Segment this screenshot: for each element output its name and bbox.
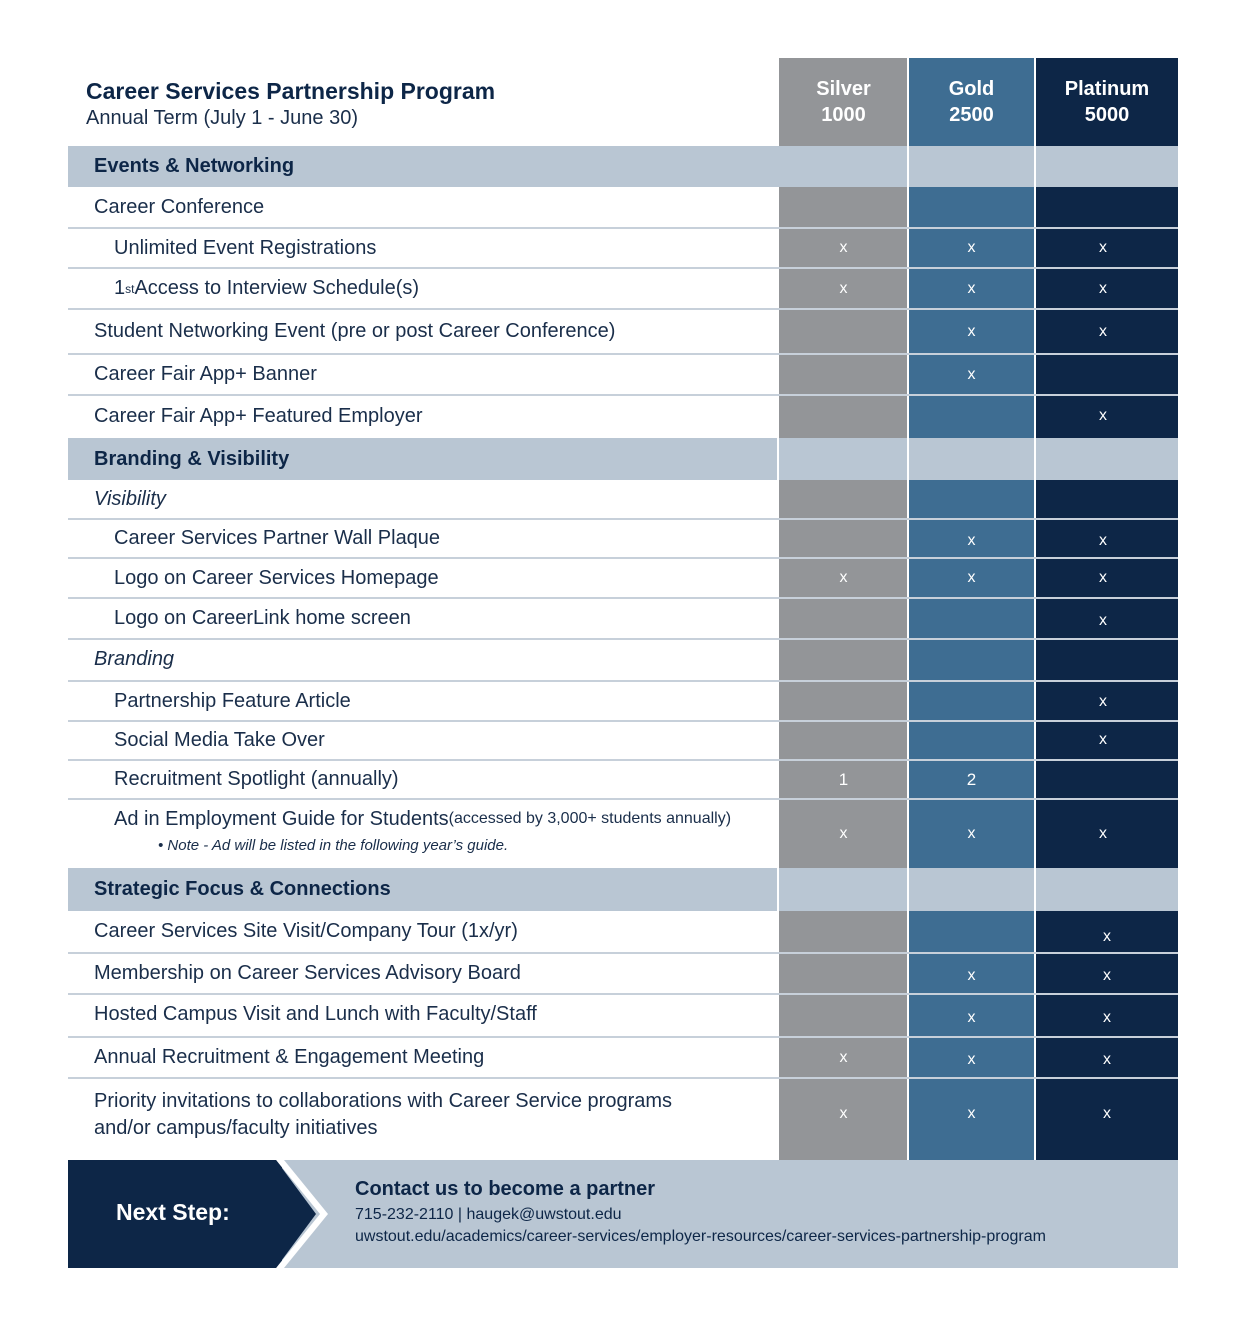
- row-label: and/or campus/faculty initiatives: [94, 1116, 378, 1139]
- cell-silver: x: [839, 1105, 848, 1122]
- cell-gold: x: [967, 825, 976, 842]
- cell-gold: x: [967, 365, 976, 383]
- row-label: Branding: [94, 647, 175, 670]
- page-title: Career Services Partnership Program: [86, 78, 496, 104]
- contact-url[interactable]: uwstout.edu/academics/career-services/employer-resources/career-services-partnership-program: [355, 1228, 1046, 1245]
- cell-platinum: x: [1103, 1050, 1111, 1068]
- cell-gold: x: [967, 279, 976, 297]
- cell-gold: x: [967, 239, 976, 256]
- row-label: Hosted Campus Visit and Lunch with Faculty/Staff: [94, 1003, 537, 1025]
- row-label: Unlimited Event Registrations: [114, 236, 377, 259]
- row-label: Student Networking Event (pre or post Career Conference): [94, 320, 616, 342]
- contact-title: Contact us to become a partner: [355, 1178, 656, 1200]
- cell-platinum: x: [1099, 531, 1107, 549]
- row-label: Priority invitations to collaborations with Career Service programs: [94, 1089, 673, 1112]
- page-subtitle: Annual Term (July 1 - June 30): [86, 107, 358, 129]
- row-label: Career Fair App+ Featured Employer: [94, 404, 423, 427]
- cell-platinum: x: [1099, 825, 1107, 842]
- tier-name: Silver: [816, 78, 871, 100]
- cell-gold: x: [967, 1008, 976, 1026]
- row-label: Career Fair App+ Banner: [94, 363, 317, 385]
- chevron-right-icon: [276, 1160, 332, 1268]
- row-note: • Note - Ad will be listed in the following year’s guide.: [158, 837, 509, 854]
- column-divider: [777, 438, 779, 480]
- cell-silver: x: [839, 825, 848, 842]
- tier-amount: 1000: [821, 104, 866, 126]
- cell-platinum: x: [1103, 966, 1111, 984]
- tier-amount: 5000: [1084, 104, 1130, 126]
- column-divider: [777, 868, 779, 911]
- cell-gold: x: [967, 1050, 976, 1068]
- cell-platinum: x: [1099, 239, 1107, 256]
- tier-header-platinum: [1036, 58, 1178, 146]
- cell-platinum: x: [1099, 279, 1107, 297]
- row-label: Membership on Career Services Advisory Board: [94, 962, 521, 984]
- tier-amount: 2500: [949, 104, 994, 126]
- tier-name: Gold: [948, 78, 995, 100]
- cell-platinum: x: [1099, 407, 1107, 424]
- cell-platinum: x: [1103, 1105, 1111, 1122]
- cell-gold: x: [967, 322, 976, 340]
- cell-silver: 1: [838, 769, 849, 789]
- row-label: Social Media Take Over: [114, 729, 325, 751]
- row-label: Logo on Career Services Homepage: [114, 566, 439, 589]
- row-label: Visibility: [94, 487, 166, 510]
- row-label: Recruitment Spotlight (annually): [114, 768, 399, 790]
- row-divider: [68, 638, 1178, 640]
- section-title-strategic: Strategic Focus & Connections: [94, 878, 391, 900]
- tier-header-silver: [779, 58, 908, 146]
- row-label: Logo on CareerLink home screen: [114, 607, 411, 629]
- cell-gold: x: [967, 531, 976, 549]
- cell-platinum: x: [1099, 322, 1107, 340]
- next-step-label: Next Step:: [116, 1199, 230, 1225]
- tier-name: Platinum: [1064, 78, 1150, 100]
- row-label: Career Services Partner Wall Plaque: [114, 527, 441, 549]
- row-label: Annual Recruitment & Engagement Meeting: [94, 1046, 485, 1068]
- cell-platinum: x: [1099, 611, 1107, 629]
- tier-header-gold: [909, 58, 1034, 146]
- row-label: Ad in Employment Guide for Students (accessed by 3,000+ students annually): [114, 807, 732, 830]
- row-label: Career Conference: [94, 195, 265, 218]
- section-title-branding: Branding & Visibility: [94, 447, 290, 470]
- row-label: Career Services Site Visit/Company Tour (1x/yr): [94, 920, 518, 942]
- cell-silver: x: [839, 279, 848, 297]
- cell-silver: x: [839, 239, 848, 256]
- cell-gold: 2: [966, 769, 977, 789]
- row-label: Partnership Feature Article: [114, 689, 351, 712]
- cell-platinum: x: [1103, 1008, 1111, 1026]
- cell-platinum: x: [1099, 569, 1107, 586]
- cell-gold: x: [967, 1105, 976, 1122]
- cell-platinum: x: [1099, 693, 1107, 710]
- cell-platinum: x: [1103, 927, 1111, 945]
- cell-silver: x: [839, 1048, 848, 1066]
- row-label: 1 st Access to Interview Schedule(s): [114, 277, 420, 299]
- cell-gold: x: [967, 966, 976, 984]
- cell-silver: x: [839, 569, 848, 586]
- cell-platinum: x: [1099, 730, 1107, 748]
- cell-gold: x: [967, 569, 976, 586]
- contact-phone-email[interactable]: 715-232-2110 | haugek@uwstout.edu: [355, 1206, 622, 1223]
- section-title-events: Events & Networking: [94, 155, 295, 177]
